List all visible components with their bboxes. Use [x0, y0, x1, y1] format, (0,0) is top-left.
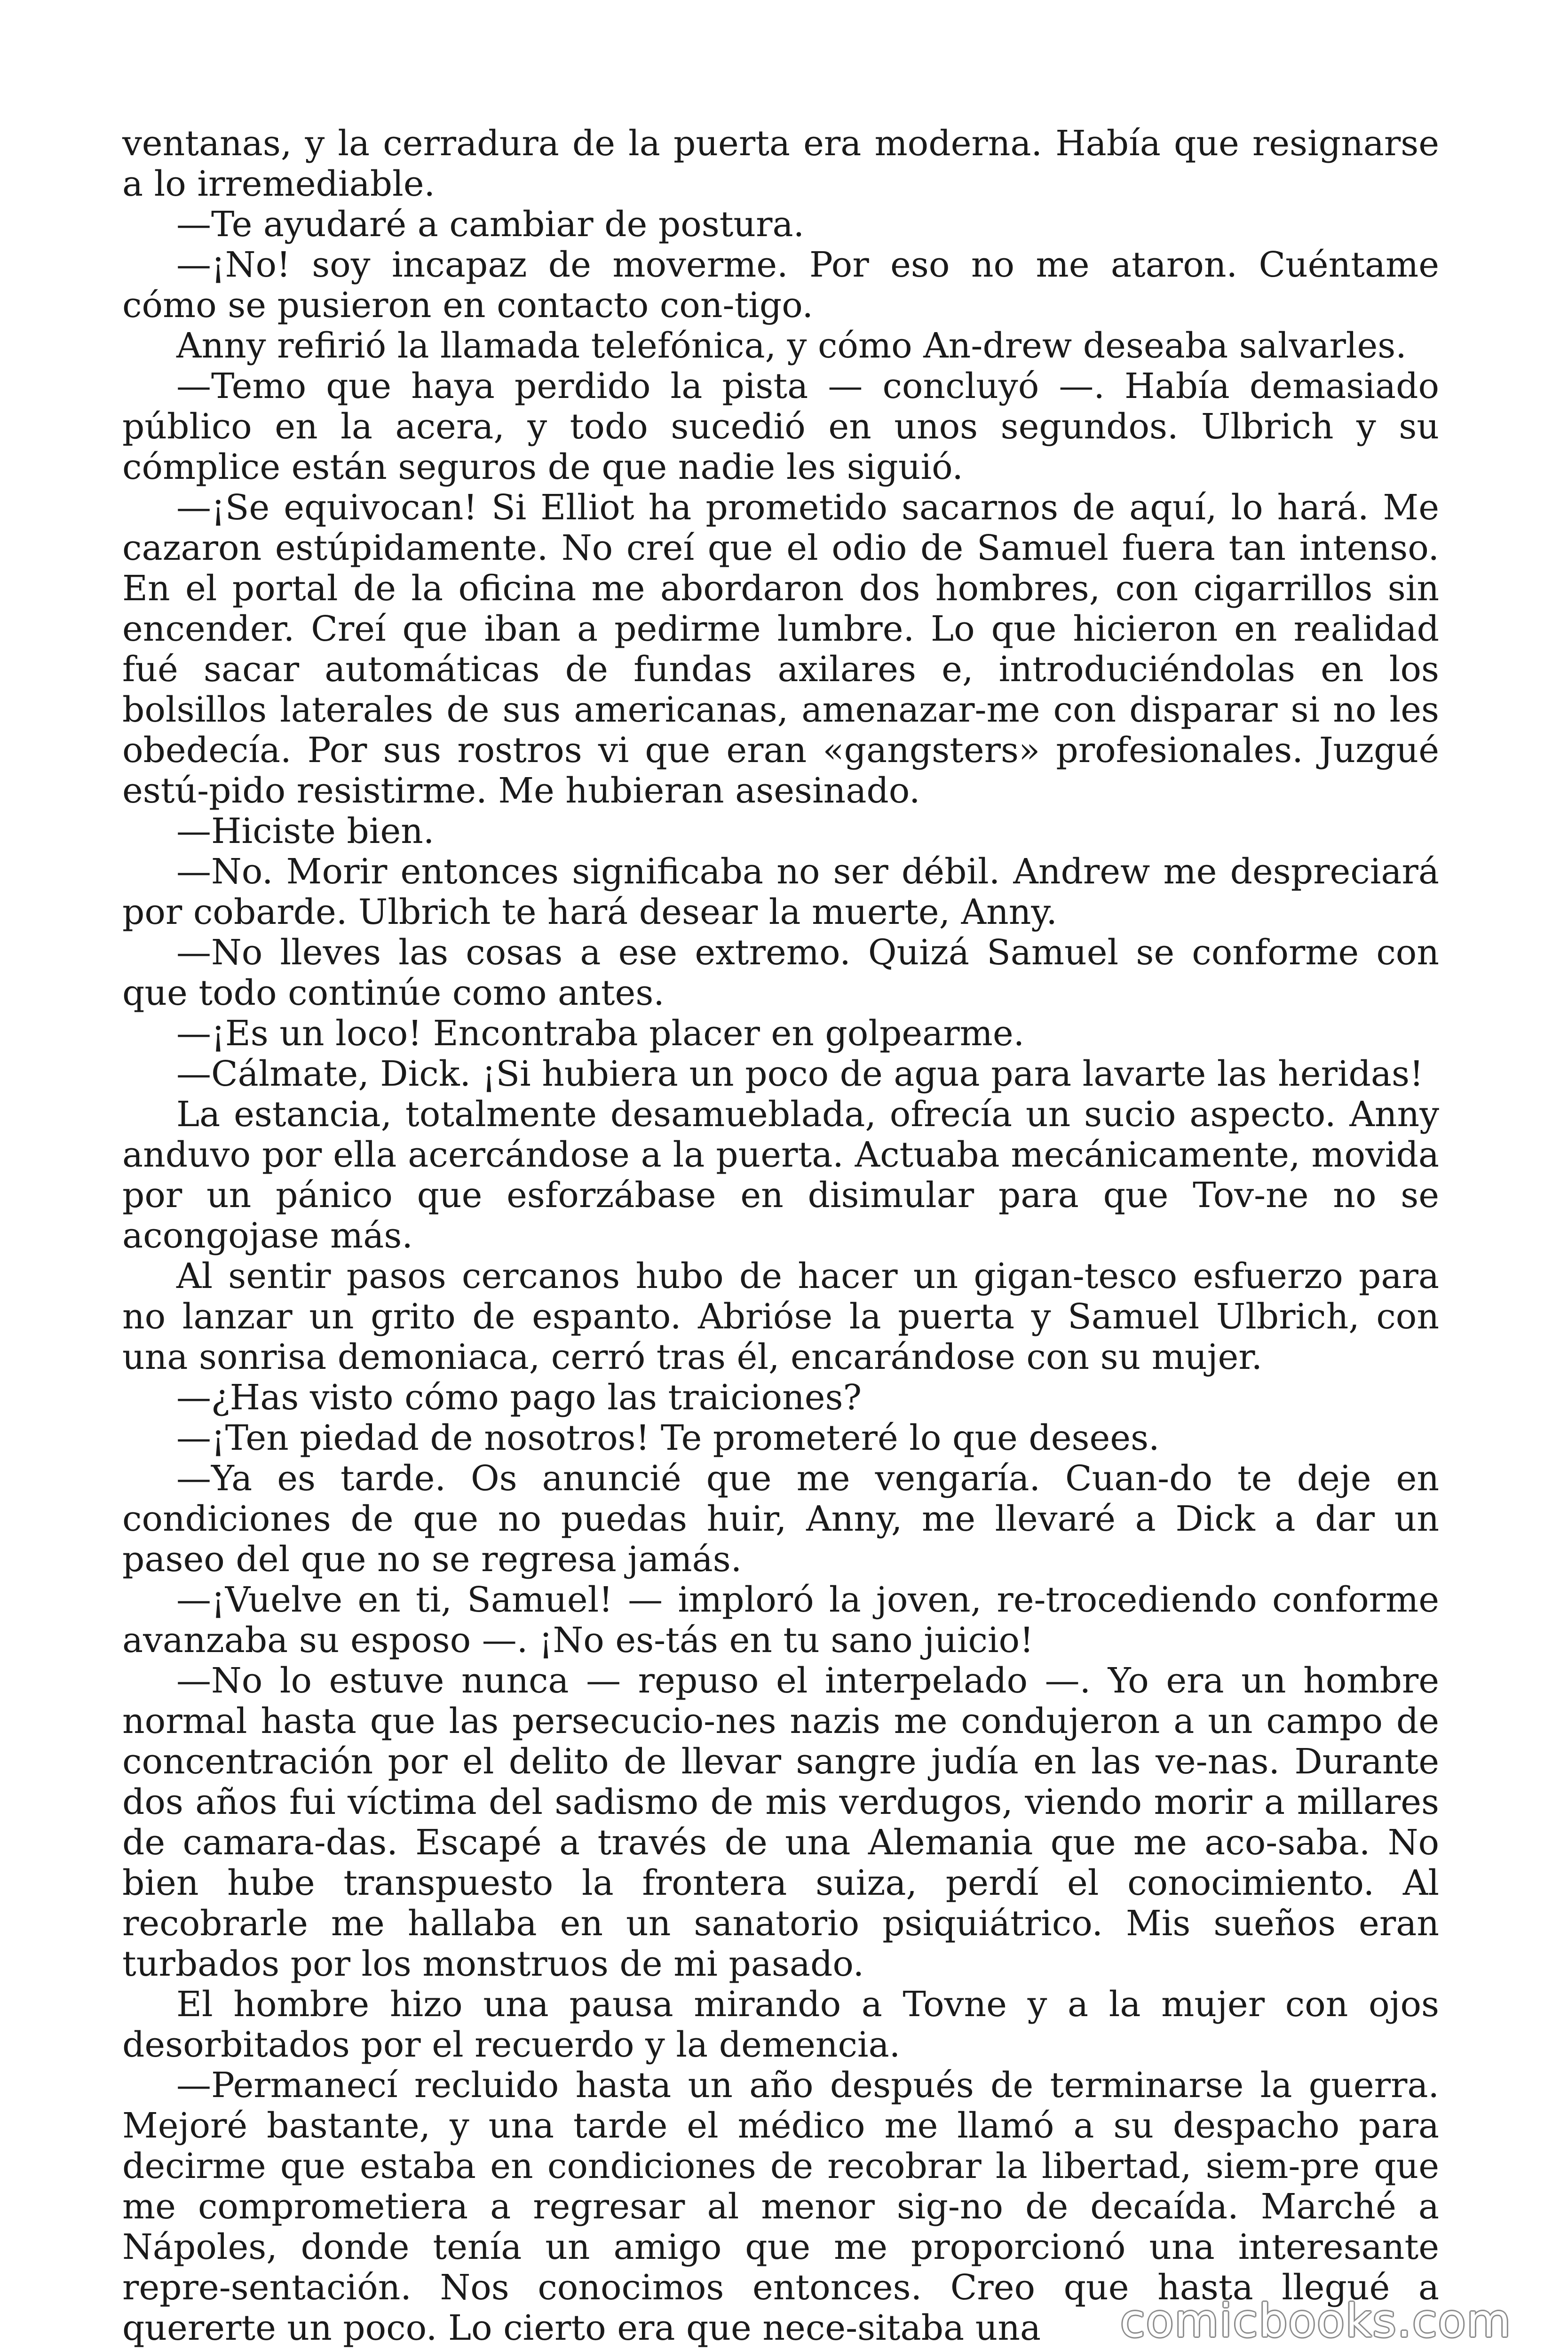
- paragraph-4: Anny refirió la llamada telefónica, y cómo An-drew deseaba salvarles.: [176, 326, 1407, 366]
- paragraph-3: —¡No! soy incapaz de moverme. Por eso no me ataron. Cuéntame cómo se pusieron en contacto con-tigo.: [122, 245, 1439, 326]
- paragraph-15: —¡Ten piedad de nosotros! Te prometeré lo que desees.: [176, 1418, 1160, 1458]
- paragraph-17: —¡Vuelve en ti, Samuel! — imploró la joven, re-trocediendo conforme avanzaba su esposo —. ¡No es-tás en tu sano juicio!: [122, 1580, 1439, 1661]
- paragraph-18: —No lo estuve nunca — repuso el interpelado —. Yo era un hombre normal hasta que las persecucio-nes nazis me condujeron a un campo de concentración por el delito de llevar sangre judía en las ve-nas. Durante dos años fui víctima del sadismo de mis verdugos, viendo morir a millares de camara-das. Escapé a través de una Alemania que me aco-saba. No bien hube transpuesto la frontera suiza, perdí el conocimiento. Al recobrarle me hallaba en un sanatorio psiquiátrico. Mis sueños eran turbados por los monstruos de mi pasado.: [122, 1661, 1439, 1984]
- paragraph-9: —No lleves las cosas a ese extremo. Quizá Samuel se conforme con que todo continúe como antes.: [122, 932, 1439, 1013]
- paragraph-19: El hombre hizo una pausa mirando a Tovne y a la mujer con ojos desorbitados por el recuerdo y la demencia.: [122, 1984, 1439, 2065]
- paragraph-12: La estancia, totalmente desamueblada, ofrecía un sucio aspecto. Anny anduvo por ella acercándose a la puerta. Actuaba mecánicamente, movida por un pánico que esforzábase en disimular para que Tov-ne no se acongojase más.: [122, 1094, 1439, 1256]
- paragraph-10: —¡Es un loco! Encontraba placer en golpearme.: [176, 1013, 1025, 1054]
- paragraph-13: Al sentir pasos cercanos hubo de hacer un gigan-tesco esfuerzo para no lanzar un grito de espanto. Abrióse la puerta y Samuel Ulbrich, con una sonrisa demoniaca, cerró tras él, encarándose con su mujer.: [122, 1256, 1439, 1377]
- paragraph-11: —Cálmate, Dick. ¡Si hubiera un poco de agua para lavarte las heridas!: [176, 1054, 1424, 1094]
- paragraph-8: —No. Morir entonces significaba no ser débil. Andrew me despreciará por cobarde. Ulbrich te hará desear la muerte, Anny.: [122, 851, 1439, 932]
- page-body: [122, 123, 1439, 2348]
- watermark: comicbooks.com: [1120, 2295, 1512, 2347]
- paragraph-2: —Te ayudaré a cambiar de postura.: [176, 204, 805, 245]
- paragraph-6: —¡Se equivocan! Si Elliot ha prometido sacarnos de aquí, lo hará. Me cazaron estúpidamente. No creí que el odio de Samuel fuera tan intenso. En el portal de la oficina me abordaron dos hombres, con cigarrillos sin encender. Creí que iban a pedirme lumbre. Lo que hicieron en realidad fué sacar automáticas de fundas axilares e, introduciéndolas en los bolsillos laterales de sus americanas, amenazar-me con disparar si no les obedecía. Por sus rostros vi que eran «gangsters» profesionales. Juzgué estú-pido resistirme. Me hubieran asesinado.: [122, 487, 1439, 811]
- paragraph-16: —Ya es tarde. Os anuncié que me vengaría. Cuan-do te deje en condiciones de que no puedas huir, Anny, me llevaré a Dick a dar un paseo del que no se regresa jamás.: [122, 1458, 1439, 1580]
- paragraph-7: —Hiciste bien.: [176, 811, 435, 851]
- paragraph-20: —Permanecí recluido hasta un año después de terminarse la guerra. Mejoré bastante, y una tarde el médico me llamó a su despacho para decirme que estaba en condiciones de recobrar la libertad, siem-pre que me comprometiera a regresar al menor sig-no de decaída. Marché a Nápoles, donde tenía un amigo que me proporcionó una interesante repre-sentación. Nos conocimos entonces. Creo que hasta llegué a quererte un poco. Lo cierto era que nece-sitaba una: [122, 2065, 1439, 2348]
- paragraph-14: —¿Has visto cómo pago las traiciones?: [176, 1377, 862, 1418]
- paragraph-5: —Temo que haya perdido la pista — concluyó —. Había demasiado público en la acera, y todo sucedió en unos segundos. Ulbrich y su cómplice están seguros de que nadie les siguió.: [122, 366, 1439, 487]
- paragraph-1: ventanas, y la cerradura de la puerta era moderna. Había que resignarse a lo irremediable.: [122, 123, 1439, 204]
